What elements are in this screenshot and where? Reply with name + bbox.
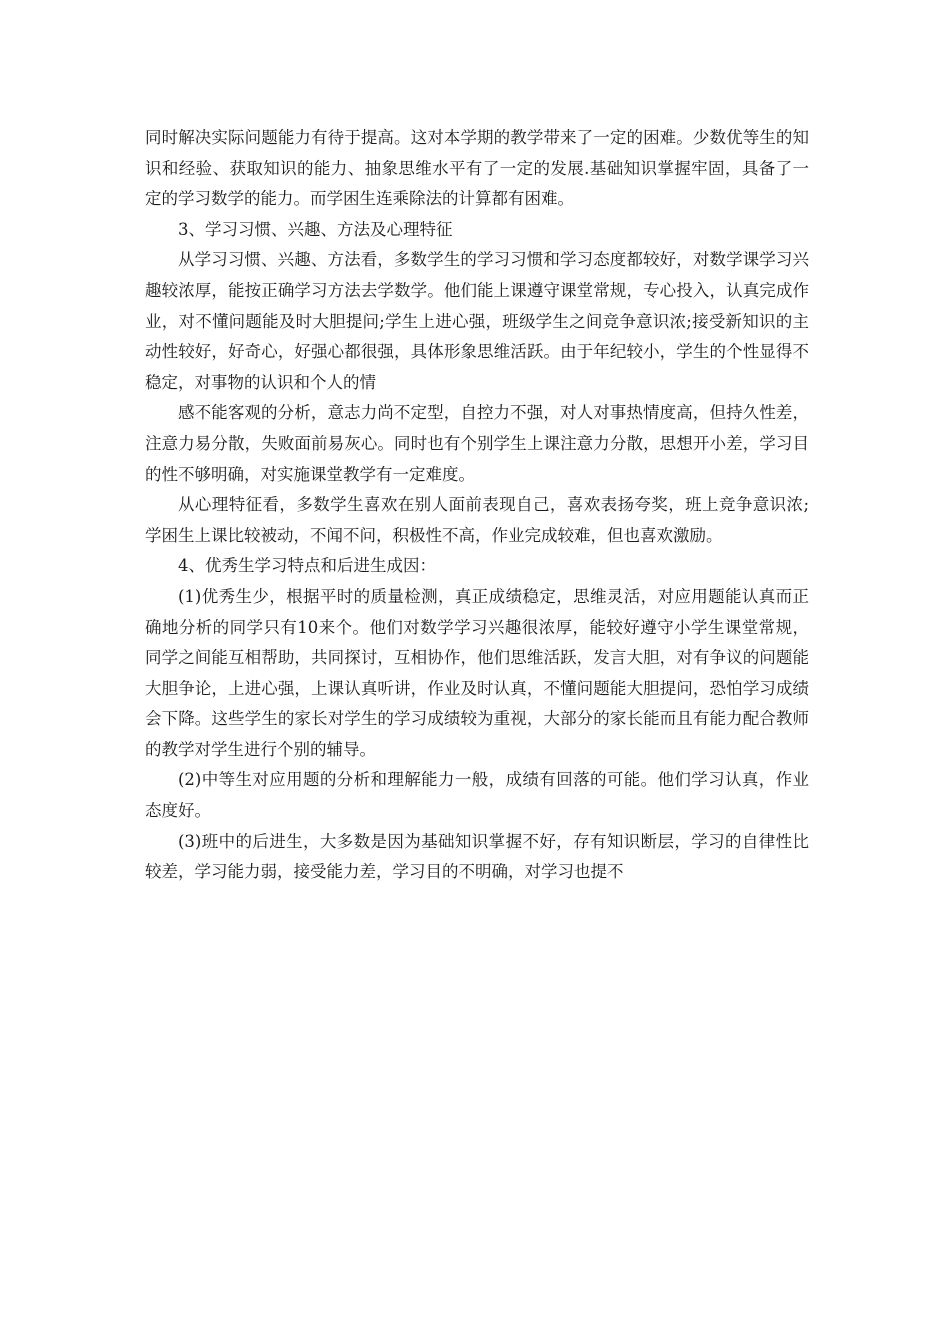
paragraph-1: 同时解决实际问题能力有待于提高。这对本学期的教学带来了一定的困难。少数优等生的知识和经验、获取知识的能力、抽象思维水平有了一定的发展.基础知识掌握牢固，具备了一定的学习数学的能力。而学困生连乘除法的计算都有困难。 — [145, 128, 809, 209]
document-body — [145, 123, 809, 888]
paragraph-9: (3)班中的后进生，大多数是因为基础知识掌握不好，存有知识断层，学习的自律性比较差，学习能力弱，接受能力差，学习目的不明确，对学习也提不 — [145, 831, 809, 882]
paragraph-3: 从学习习惯、兴趣、方法看，多数学生的学习习惯和学习态度都较好，对数学课学习兴趣较浓厚，能按正确学习方法去学数学。他们能上课遵守课堂常规，专心投入，认真完成作业，对不懂问题能及时大胆提问;学生上进心强，班级学生之间竞争意识浓;接受新知识的主动性较好，好奇心，好强心都很强，具体形象思维活跃。由于年纪较小，学生的个性显得不稳定，对事物的认识和个人的情 — [145, 250, 809, 392]
section-heading-4: 4、优秀生学习特点和后进生成因： — [178, 556, 436, 576]
paragraph-5: 从心理特征看，多数学生喜欢在别人面前表现自己，喜欢表扬夸奖，班上竞争意识浓;学困生上课比较被动，不闻不问，积极性不高，作业完成较难，但也喜欢激励。 — [145, 495, 809, 545]
paragraph-8: (2)中等生对应用题的分析和理解能力一般，成绩有回落的可能。他们学习认真，作业态度好。 — [145, 770, 809, 821]
section-heading-3: 3、学习习惯、兴趣、方法及心理特征 — [178, 219, 453, 239]
paragraph-4: 感不能客观的分析，意志力尚不定型，自控力不强，对人对事热情度高，但持久性差，注意力易分散，失败面前易灰心。同时也有个别学生上课注意力分散，思想开小差，学习目的性不够明确，对实施课堂教学有一定难度。 — [145, 403, 809, 484]
paragraph-7: (1)优秀生少，根据平时的质量检测，真正成绩稳定，思维灵活，对应用题能认真而正确地分析的同学只有10来个。他们对数学学习兴趣很浓厚，能较好遵守小学生课堂常规，同学之间能互相帮助，共同探讨，互相协作，他们思维活跃，发言大胆，对有争议的问题能大胆争论，上进心强，上课认真听讲，作业及时认真，不懂问题能大胆提问，恐怕学习成绩会下降。这些学生的家长对学生的学习成绩较为重视，大部分的家长能而且有能力配合教师的教学对学生进行个别的辅导。 — [145, 586, 809, 759]
